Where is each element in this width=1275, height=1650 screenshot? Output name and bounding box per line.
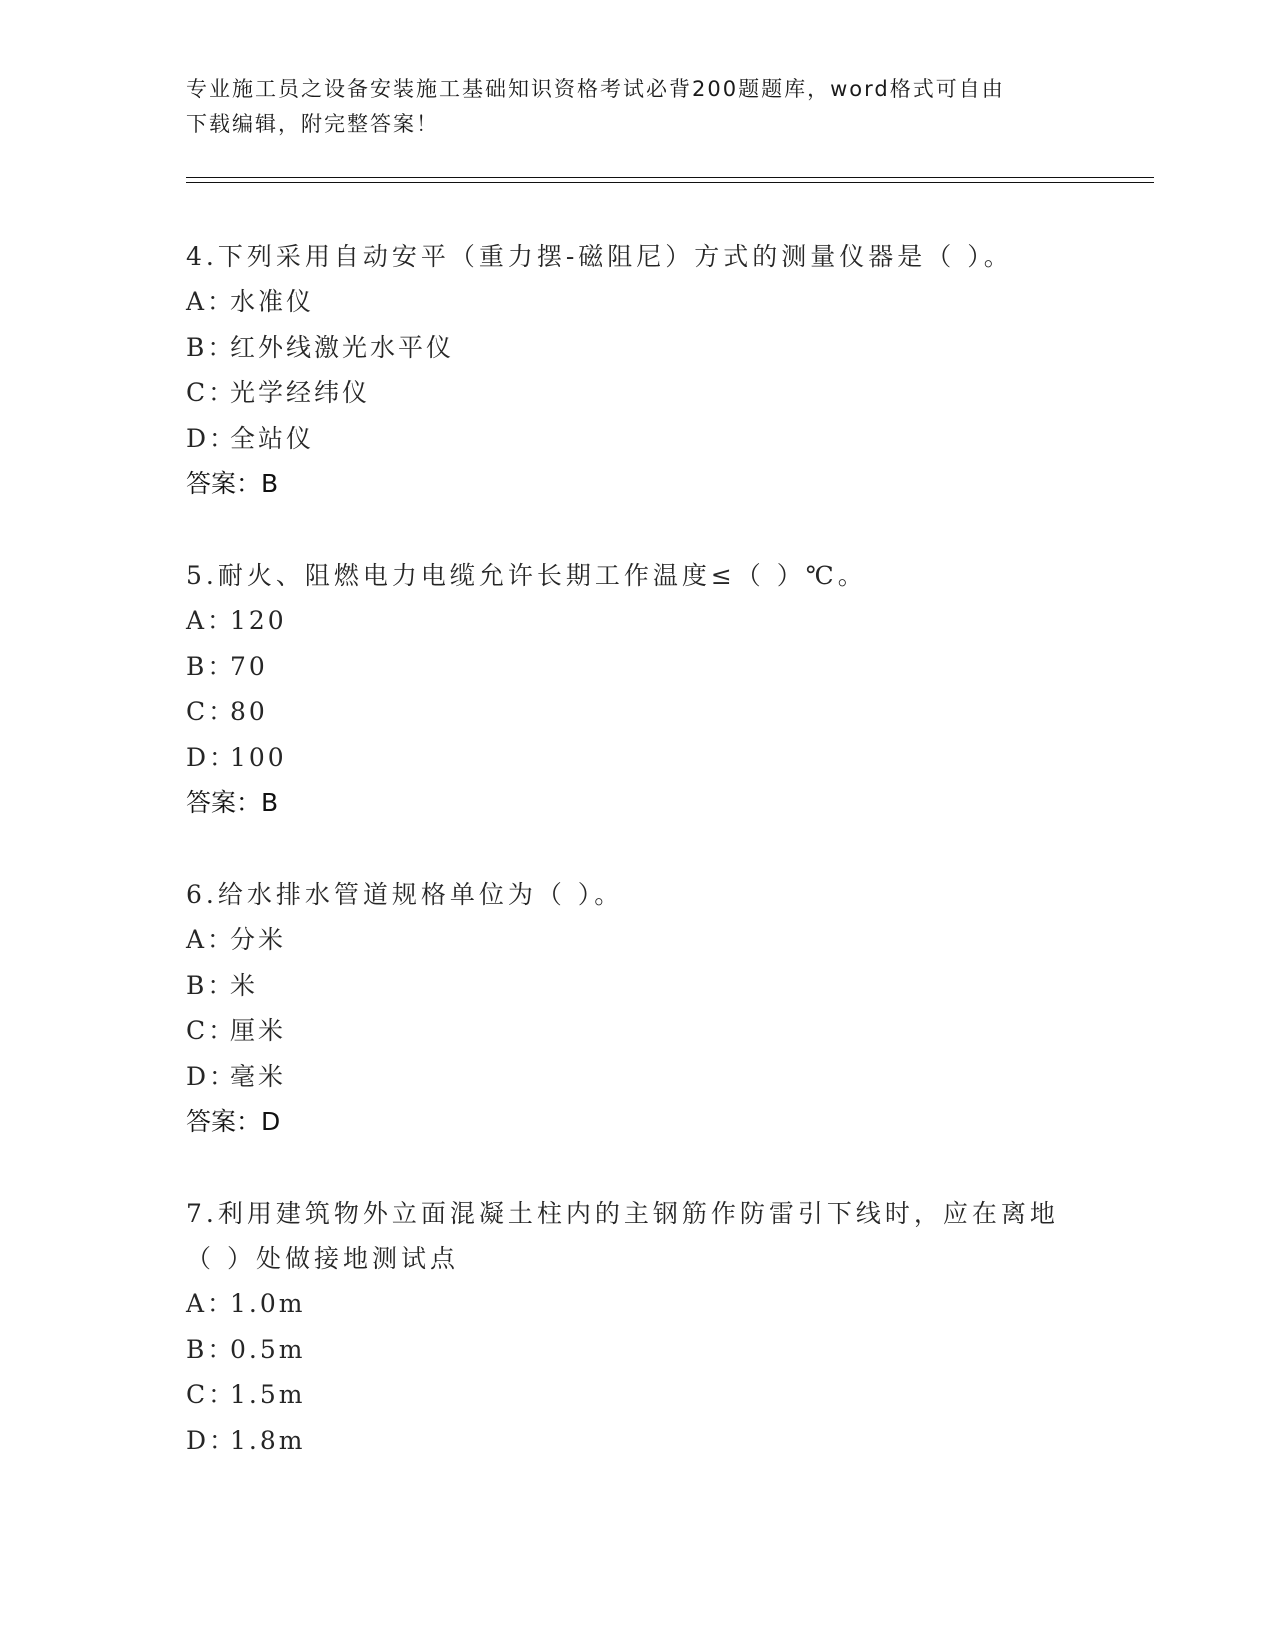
option-letter: D： <box>186 1425 238 1455</box>
document-header <box>186 72 1066 142</box>
option-text: 分米 <box>230 925 287 954</box>
option-b <box>186 963 1066 1009</box>
option-letter: B： <box>186 651 236 681</box>
question-4 <box>186 234 1066 507</box>
option-letter: B： <box>186 1334 236 1364</box>
option-a <box>186 598 1066 644</box>
option-letter: C： <box>186 1016 237 1045</box>
option-d <box>186 1054 1066 1100</box>
option-text: 80 <box>230 697 268 726</box>
question-stem: 5.耐火、阻燃电力电缆允许长期工作温度≤（ ）℃。 <box>186 561 867 590</box>
question-stem: 6.给水排水管道规格单位为（ ）。 <box>186 880 624 909</box>
option-d <box>186 735 1066 781</box>
option-b <box>186 325 1066 371</box>
option-text: 毫米 <box>230 1061 287 1091</box>
option-d <box>186 416 1066 462</box>
header-line-1: 专业施工员之设备安装施工基础知识资格考试必背200题题库，word格式可自由 <box>186 77 1005 101</box>
option-letter: D： <box>186 423 238 453</box>
option-text: 70 <box>230 651 268 681</box>
option-letter: C： <box>186 1380 237 1409</box>
answer-line: 答案：B <box>186 469 279 498</box>
option-text: 1.5m <box>230 1380 306 1409</box>
header-divider-top <box>186 177 1154 178</box>
question-stem: 4.下列采用自动安平（重力摆-磁阻尼）方式的测量仪器是（ ）。 <box>186 242 1013 271</box>
option-b <box>186 644 1066 690</box>
option-text: 红外线激光水平仪 <box>230 332 455 362</box>
option-text: 水准仪 <box>230 287 315 316</box>
option-a <box>186 279 1066 325</box>
option-text: 光学经纬仪 <box>230 378 371 407</box>
option-letter: B： <box>186 332 236 362</box>
option-letter: A： <box>186 925 236 954</box>
option-text: 厘米 <box>230 1016 287 1045</box>
option-letter: B： <box>186 970 236 1000</box>
option-a <box>186 1281 1066 1327</box>
question-7 <box>186 1191 1066 1463</box>
option-letter: D： <box>186 742 238 772</box>
answer-line: 答案：D <box>186 1107 281 1136</box>
option-letter: C： <box>186 378 237 407</box>
option-c <box>186 1008 1066 1054</box>
option-text: 120 <box>230 606 287 635</box>
option-text: 1.8m <box>230 1425 306 1455</box>
option-c <box>186 1372 1066 1418</box>
option-c <box>186 370 1066 416</box>
option-text: 100 <box>230 742 287 772</box>
option-text: 米 <box>230 970 259 1000</box>
answer-line: 答案：B <box>186 788 279 817</box>
option-letter: A： <box>186 1289 236 1318</box>
option-text: 0.5m <box>230 1334 306 1364</box>
option-text: 1.0m <box>230 1289 306 1318</box>
option-c <box>186 689 1066 735</box>
question-stem: 7.利用建筑物外立面混凝土柱内的主钢筋作防雷引下线时，应在离地（ ）处做接地测试点 <box>186 1199 1059 1273</box>
option-letter: C： <box>186 697 237 726</box>
question-5 <box>186 553 1066 826</box>
option-letter: D： <box>186 1061 238 1091</box>
option-letter: A： <box>186 287 236 316</box>
option-letter: A： <box>186 606 236 635</box>
header-line-2: 下载编辑，附完整答案！ <box>186 112 439 136</box>
question-6 <box>186 872 1066 1145</box>
header-divider-bottom <box>186 182 1154 183</box>
option-a <box>186 917 1066 963</box>
option-text: 全站仪 <box>230 423 315 453</box>
option-b <box>186 1327 1066 1373</box>
option-d <box>186 1418 1066 1464</box>
